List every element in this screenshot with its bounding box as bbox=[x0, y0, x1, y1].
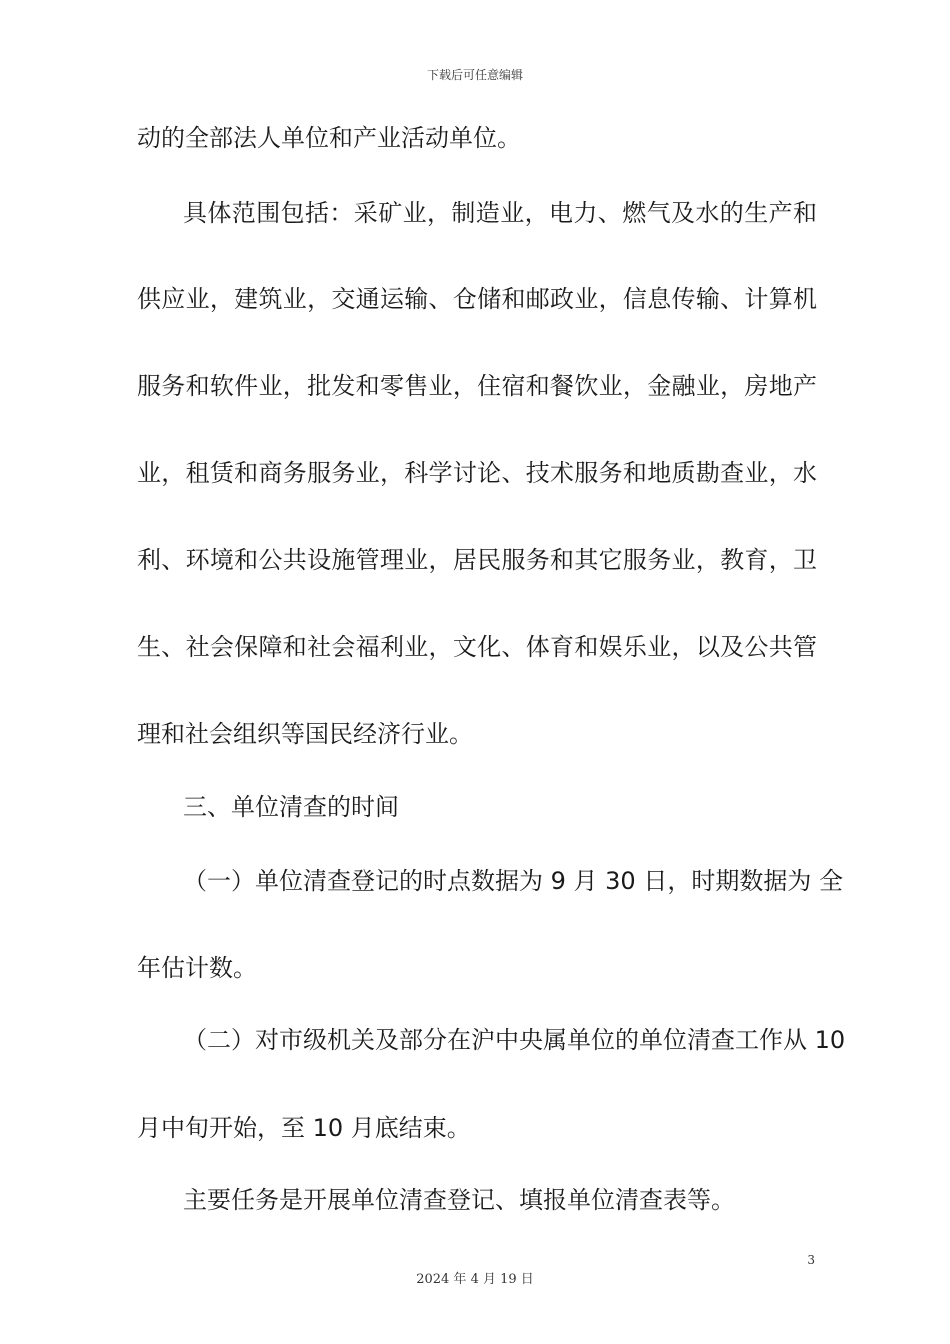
paragraph-line: （二）对市级机关及部分在沪中央属单位的单位清查工作从 10 bbox=[183, 1026, 846, 1054]
paragraph-line: （一）单位清查登记的时点数据为 9 月 30 日，时期数据为 全 bbox=[183, 867, 843, 895]
paragraph-line: 供应业，建筑业，交通运输、仓储和邮政业，信息传输、计算机 bbox=[137, 285, 817, 313]
paragraph-line: 利、环境和公共设施管理业，居民服务和其它服务业，教育，卫 bbox=[137, 546, 817, 574]
footer-date: 2024 年 4 月 19 日 bbox=[416, 1272, 534, 1287]
page-number: 3 bbox=[807, 1253, 815, 1267]
paragraph-line: 主要任务是开展单位清查登记、填报单位清查表等。 bbox=[183, 1186, 735, 1214]
paragraph-line: 年估计数。 bbox=[137, 954, 257, 982]
paragraph-line: 动的全部法人单位和产业活动单位。 bbox=[137, 124, 521, 152]
paragraph-line: 理和社会组织等国民经济行业。 bbox=[137, 720, 473, 748]
paragraph-line: 生、社会保障和社会福利业，文化、体育和娱乐业，以及公共管 bbox=[137, 633, 817, 661]
paragraph-line: 服务和软件业，批发和零售业，住宿和餐饮业，金融业，房地产 bbox=[137, 372, 817, 400]
paragraph-line: 具体范围包括：采矿业，制造业，电力、燃气及水的生产和 bbox=[183, 199, 817, 227]
paragraph-line: 月中旬开始，至 10 月底结束。 bbox=[137, 1114, 471, 1142]
paragraph-line: 业，租赁和商务服务业，科学讨论、技术服务和地质勘查业，水 bbox=[137, 459, 817, 487]
section-heading: 三、单位清查的时间 bbox=[183, 793, 399, 821]
page-header: 下载后可任意编辑 bbox=[426, 68, 523, 82]
